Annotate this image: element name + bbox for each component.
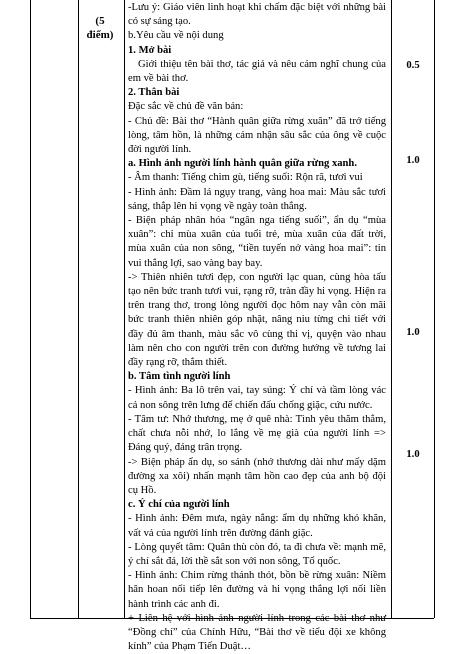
paragraph: - Hình ảnh: Đêm mưa, ngày nắng: ẩm dụ những khó khăn, vất vả của người lính trên đường đánh giặc. [128,513,386,539]
table-border-right [434,0,435,618]
part-score-line-1: (5 [95,15,105,27]
score-1-0-a: 1.0 [406,155,420,166]
table-border-left [30,0,31,618]
part-score-label [78,14,122,42]
paragraph: -Lưu ý: Giáo viên linh hoạt khi chấm đặc biệt với những bài có sự sáng tạo. [128,2,386,28]
paragraph: -> Thiên nhiên tươi đẹp, con người lạc quan, cùng hòa tấu tạo nên bức tranh tươi vui, rạng rỡ, tràn đầy hi vọng. Hiện ra trên trang thơ, trong lòng người đọc hôm nay vẫn còn mãi bức tranh thiên nhiên góp nhặt, nâng niu từng chi tiết với đầy đủ âm thanh, màu sắc vô cùng thi vị, quyện vào nhau làm nên cho con người trên con đường hướng về tương lai đầy rạng rỡ, thắm thiết. [128,271,386,369]
paragraph: - Chủ đề: Bài thơ “Hành quân giữa rừng xuân” đã trở tiếng lòng, tâm hồn, là những cảm nhận sâu sắc của ông về cuộc đời người lính. [128,115,386,156]
score-1-0-c: 1.0 [406,449,420,460]
paragraph: - Tâm tư: Nhớ thương, mẹ ở quê nhà: Tình yêu thăm thẳm, chất chưa nỗi nhớ, lo lắng về mẹ già của người lính => Đáng quý, đáng trân trọng. [128,413,386,454]
section-heading: b. Tâm tình người lính [128,371,231,383]
paragraph: -> Biện pháp ẩn dụ, so sánh (nhớ thương dài như mấy dặm đường xa xôi) nhấn mạnh tâm hồn cao đẹp của anh bộ đội cụ Hồ. [128,456,386,496]
paragraph: - Biện pháp nhân hóa “ngân nga tiếng suối”, ẩn dụ “mùa xuân”: chỉ mùa xuân của tuổi trẻ, mùa xuân của đất trời, mùa xuân của non sông, “tiền tuyến nở vàng hoa mai”: tin vui thắng lợi, sao vàng bay bay. [128,215,386,269]
paragraph: - Hình ảnh: Ba lô trên vai, tay súng: Ý chí và tầm lòng vác cả non sông trên lưng để chiến đấu chống giặc, cứu nước. [128,385,386,411]
paragraph: - Lòng quyết tâm: Quân thù còn đó, ta đi chưa về: mạnh mẽ, ý chí sắt đá, lời thề sắt son với non sông, Tổ quốc. [128,541,386,567]
section-heading: 2. Thân bài [128,87,180,99]
table-divider-3 [391,0,392,618]
section-heading: c. Ý chí của người lính [128,499,230,511]
paragraph: - Hình ảnh: Chim rừng thánh thót, bồn bề rừng xuân: Niềm hân hoan nối tiếp lên đường và hi vọng thắng lợi nối liền hành trình các anh đi. [128,570,386,610]
section-heading: 1. Mở bài [128,44,172,56]
score-1-0-b: 1.0 [406,327,420,338]
part-score-line-2: điểm) [86,29,114,41]
answer-content [128,1,386,654]
score-0-5: 0.5 [406,60,420,71]
paragraph: + Liên hệ với hình ảnh người lính trong các bài thơ như “Đồng chí” của Chính Hữu, “Bài thơ về tiểu đội xe không kính” của Phạm Tiến Duật… [128,612,386,653]
table-divider-2 [124,0,125,618]
section-heading: a. Hình ảnh người lính hành quân giữa rừng xanh. [128,158,357,170]
paragraph: Giới thiệu tên bài thơ, tác giả và nêu cảm nghĩ chung của em về bài thơ. [128,58,386,85]
table-divider-1 [78,0,79,618]
paragraph: - Hình ảnh: Đầm lá ngụy trang, vàng hoa mai: Màu sắc tươi sáng, thắp lên hi vọng về ngày toàn thắng. [128,186,386,212]
paragraph: Đặc sắc về chủ đề văn bản: [128,101,244,113]
paragraph: b.Yêu cầu về nội dung [128,30,224,42]
paragraph: - Âm thanh: Tiếng chim gù, tiếng suối: Rộn rã, tươi vui [128,172,363,184]
